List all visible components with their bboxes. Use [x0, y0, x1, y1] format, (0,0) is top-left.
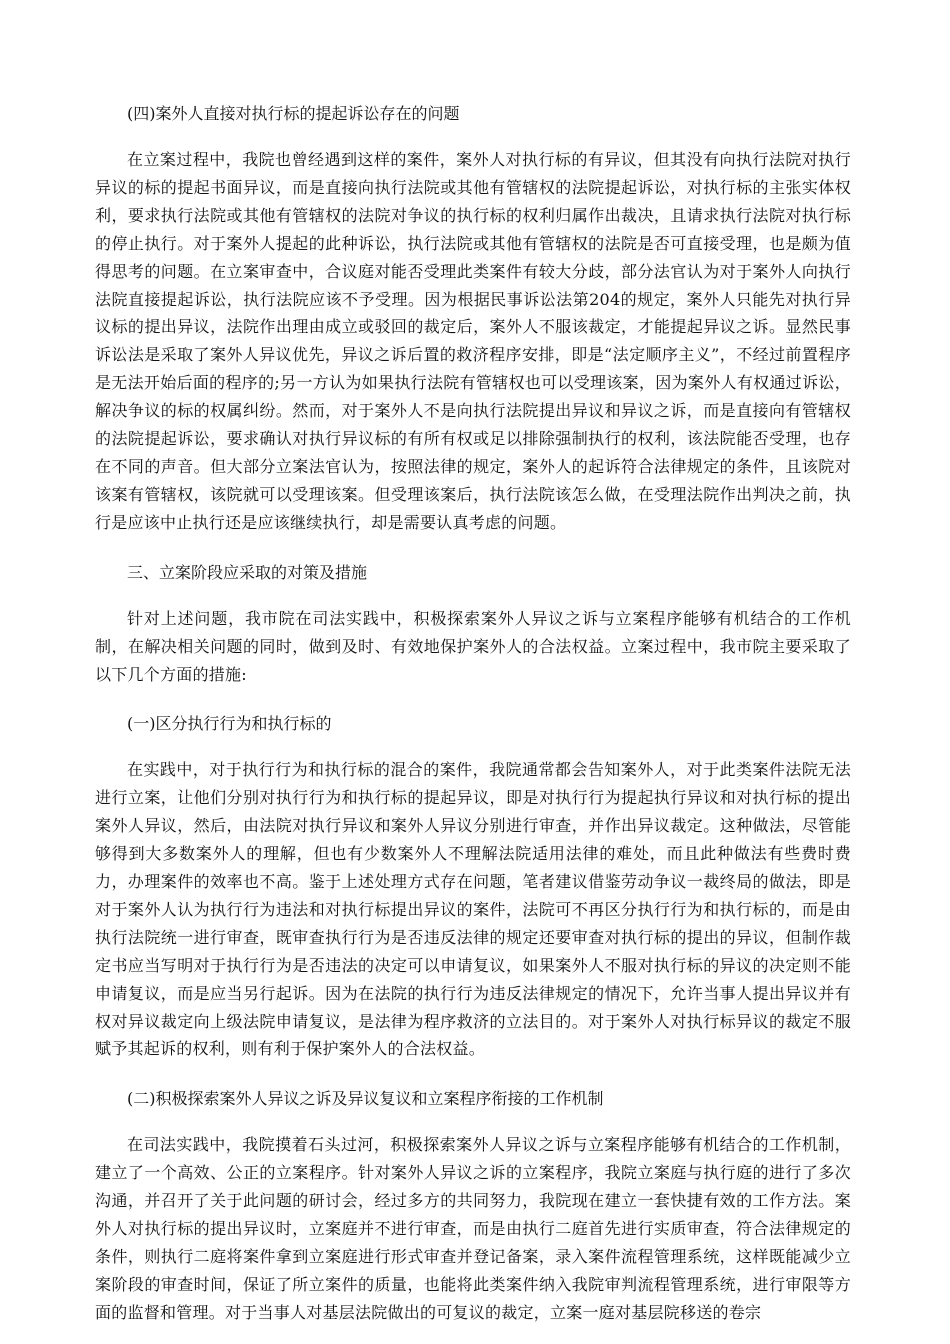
section-heading-4: (四)案外人直接对执行标的提起诉讼存在的问题 — [127, 104, 460, 123]
subsection-heading-2: (二)积极探索案外人异议之诉及异议复议和立案程序衔接的工作机制 — [127, 1089, 604, 1109]
body-paragraph: 针对上述问题，我市院在司法实践中，积极探索案外人异议之诉与立案程序能够有机结合的工作机制，在解决相关问题的同时，做到及时、有效地保护案外人的合法权益。立案过程中，我市院主要采取了以下几个方面的措施: — [95, 608, 851, 684]
spacer — [95, 737, 851, 756]
spacer — [95, 537, 851, 560]
spacer — [95, 688, 851, 711]
section-heading-3: 三、立案阶段应采取的对策及措施 — [127, 562, 368, 582]
spacer — [95, 1063, 851, 1086]
body-paragraph: 在实践中，对于执行行为和执行标的混合的案件，我院通常都会告知案外人，对于此类案件法院无法进行立案，让他们分别对执行行为和执行标的提起异议，即是对执行行为提起执行异议和对执行标的提出案外人异议，然后，由法院对执行异议和案外人异议分别进行审查，并作出异议裁定。这种做法，尽管能够得到大多数案外人的理解，但也有少数案外人不理解法院适用法律的难处，而且此种做法有些费时费力，办理案件的效率也不高。鉴于上述处理方式存在问题，笔者建议借鉴劳动争议一裁终局的做法，即是对于案外人认为执行行为违法和对执行标提出异议的案件，法院可不再区分执行行为和执行标的，而是由执行法院统一进行审查，既审查执行行为是否违反法律的规定还要审查对执行标的提出的异议，但制作裁定书应当写明对于执行行为是否违法的决定可以申请复议，如果案外人不服对执行标的异议的决定则不能申请复议，而是应当另行起诉。因为在法院的执行行为违反法律规定的情况下，允许当事人提出异议并有权对异议裁定向上级法院申请复议，是法律为程序救济的立法目的。对于案外人对执行标异议的裁定不服赋予其起诉的权利，则有利于保护案外人的合法权益。 — [95, 760, 851, 1059]
document-page — [95, 101, 851, 1327]
body-paragraph: 在立案过程中，我院也曾经遇到这样的案件，案外人对执行标的有异议，但其没有向执行法院对执行异议的标的提起书面异议，而是直接向执行法院或其他有管辖权的法院提起诉讼，对执行标的主张实体权利，要求执行法院或其他有管辖权的法院对争议的执行标的权利归属作出裁决，且请求执行法院对执行标的停止执行。对于案外人提起的此种诉讼，执行法院或其他有管辖权的法院是否可直接受理，也是颇为值得思考的问题。在立案审查中，合议庭对能否受理此类案件有较大分歧，部分法官认为对于案外人向执行法院直接提起诉讼，执行法院应该不予受理。因为根据民事诉讼法第204的规定，案外人只能先对执行异议标的提出异议，法院作出理由成立或驳回的裁定后，案外人不服该裁定，才能提起异议之诉。显然民事诉讼法是采取了案外人异议优先，异议之诉后置的救济程序安排，即是“法定顺序主义”，不经过前置程序是无法开始后面的程序的;另一方认为如果执行法院有管辖权也可以受理该案，因为案外人有权通过诉讼，解决争议的标的权属纠纷。然而，对于案外人不是向执行法院提出异议和异议之诉，而是直接向有管辖权的法院提起诉讼，要求确认对执行异议标的有所有权或足以排除强制执行的权利，该法院能否受理，也存在不同的声音。但大部分立案法官认为，按照法律的规定，案外人的起诉符合法律规定的条件，且该院对该案有管辖权，该院就可以受理该案。但受理该案后，执行法院该怎么做，在受理法院作出判决之前，执行是应该中止执行还是应该继续执行，却是需要认真考虑的问题。 — [95, 150, 851, 532]
subsection-heading-1: (一)区分执行行为和执行标的 — [127, 714, 332, 734]
body-paragraph: 在司法实践中，我院摸着石头过河，积极探索案外人异议之诉与立案程序能够有机结合的工作机制，建立了一个高效、公正的立案程序。针对案外人异议之诉的立案程序，我院立案庭与执行庭的进行了多次沟通，并召开了关于此问题的研讨会，经过多方的共同努力，我院现在建立一套快捷有效的工作方法。案外人对执行标的提出异议时，立案庭并不进行审查，而是由执行二庭首先进行实质审查，符合法律规定的条件，则执行二庭将案件拿到立案庭进行形式审查并登记备案，录入案件流程管理系统，这样既能减少立案阶段的审查时间，保证了所立案件的质量，也能将此类案件纳入我院审判流程管理系统，进行审限等方面的监督和管理。对于当事人对基层法院做出的可复议的裁定，立案一庭对基层院移送的卷宗 — [95, 1135, 851, 1322]
spacer — [95, 1112, 851, 1131]
spacer — [95, 586, 851, 605]
spacer — [95, 127, 851, 146]
